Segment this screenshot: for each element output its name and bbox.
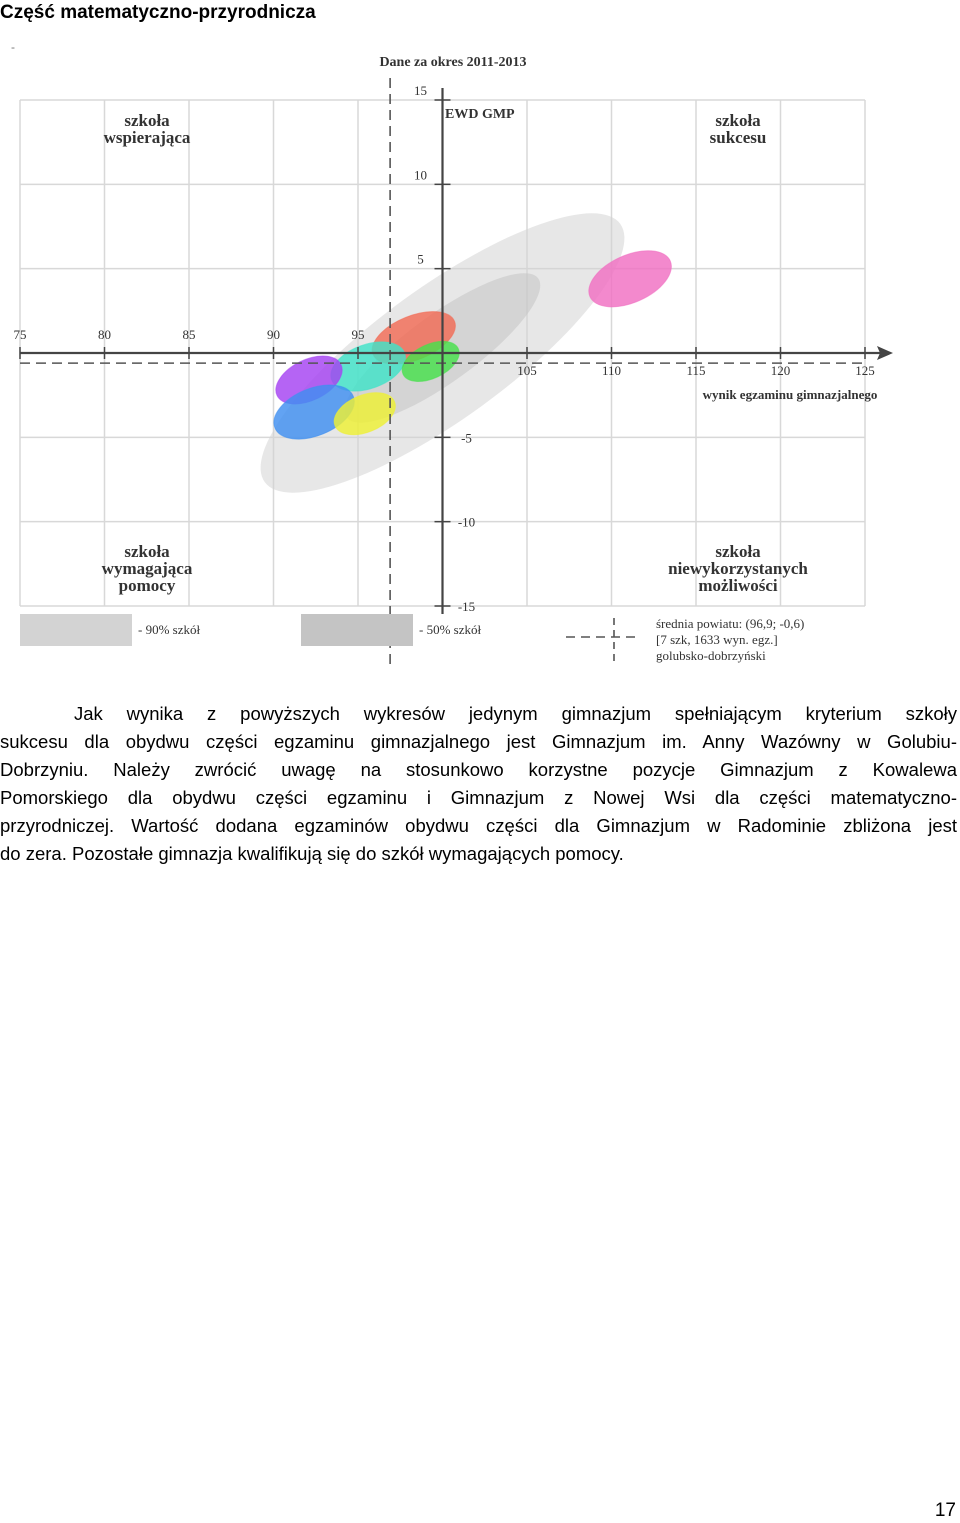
legend-swatch [301,614,413,646]
legend-mean-text: [7 szk, 1633 wyn. egz.] [656,632,778,647]
corner-mark: - [11,40,15,54]
quadrant-label-supporting: szkoła [124,111,170,130]
legend-mean-text: golubsko-dobrzyński [656,648,766,663]
quadrant-label-needs-help: wymagająca [101,559,193,578]
x-tick-label: 85 [182,327,196,342]
x-axis-label: wynik egzaminu gimnazjalnego [702,387,878,402]
ewd-chart [0,45,960,670]
y-tick-label: 5 [417,251,424,267]
paragraph-line: Jak wynika z powyższych wykresów jedynym gimnazjum spełniającym kryterium szkoły [74,703,957,724]
y-tick-label: 15 [414,83,427,98]
y-tick-label: -10 [457,514,476,530]
x-tick-label: 115 [686,363,706,378]
x-tick-label: 110 [601,363,622,378]
chart-legend [20,614,804,665]
y-axis-label: EWD GMP [445,107,515,122]
y-tick-label: 10 [414,167,427,183]
legend-label: - 90% szkół [138,622,201,637]
paragraph-line: przyrodniczej. Wartość dodana egzaminów obydwu części dla Gimnazjum w Radominie zbliżona jest [0,815,957,836]
legend-mean-text: średnia powiatu: (96,9; -0,6) [656,616,805,631]
paragraph-line: do zera. Pozostałe gimnazja kwalifikują się do szkół wymagających pomocy. [0,843,624,864]
body-paragraph [0,700,957,868]
quadrant-label-success: sukcesu [709,128,767,147]
paragraph-line: sukcesu dla obydwu części egzaminu gimnazjalnego jest Gimnazjum im. Anny Wazówny w Golubiu- [0,731,957,752]
legend-swatch [20,614,132,646]
quadrant-label-success: szkoła [715,111,761,130]
x-tick-label: 120 [770,363,791,378]
x-tick-label: 95 [351,327,365,342]
x-tick-label: 80 [98,327,111,342]
quadrant-label-untapped: szkoła [715,542,761,561]
quadrant-label-needs-help: pomocy [118,576,176,595]
x-tick-label: 90 [267,327,280,342]
paragraph-line: Dobrzyniu. Należy zwrócić uwagę na stosunkowo korzystne pozycje Gimnazjum z Kowalewa [0,759,957,780]
chart-title: Dane za okres 2011-2013 [379,55,527,70]
y-tick-label: -5 [461,430,472,446]
y-tick-label: -15 [457,599,476,614]
x-tick-label: 75 [13,327,27,342]
quadrant-label-untapped: możliwości [698,576,778,595]
page-heading: Część matematyczno-przyrodnicza [0,2,316,23]
quadrant-label-untapped: niewykorzystanych [668,559,808,578]
quadrant-label-needs-help: szkoła [124,542,170,561]
legend-label: - 50% szkół [419,622,482,637]
x-tick-label: 105 [517,363,537,378]
quadrant-label-supporting: wspierająca [103,128,191,147]
x-tick-label: 125 [855,363,875,378]
paragraph-line: Pomorskiego dla obydwu części egzaminu i Gimnazjum z Nowej Wsi dla części matematyczno- [0,787,957,808]
page-number: 17 [934,1500,956,1521]
